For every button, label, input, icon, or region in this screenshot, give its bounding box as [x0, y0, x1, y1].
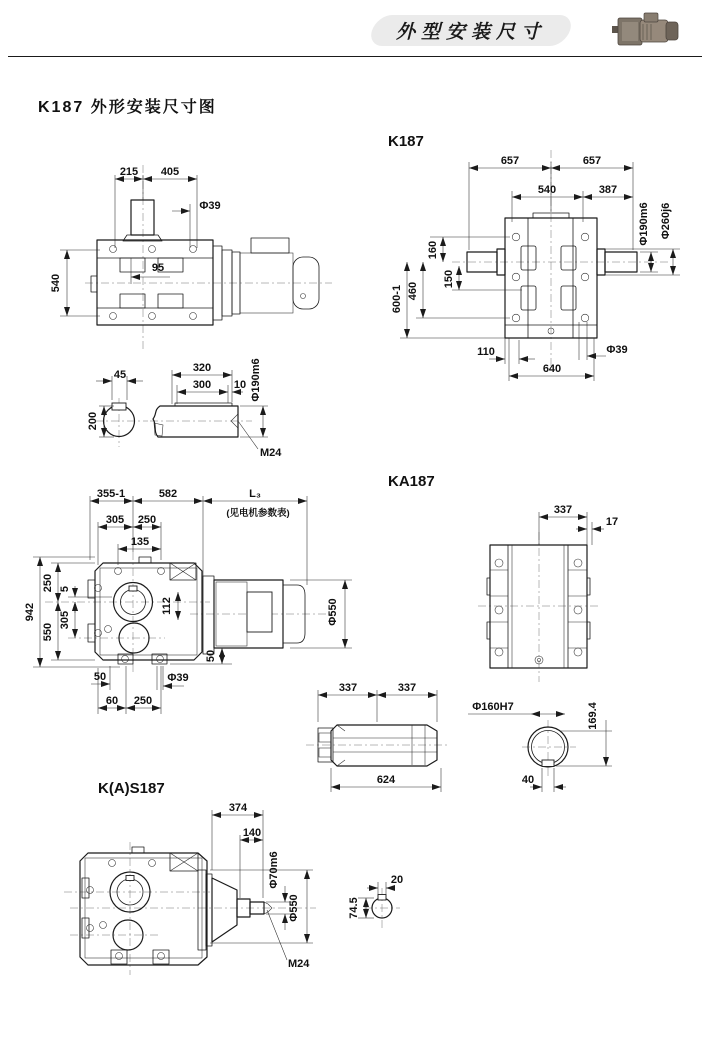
- dim-95: 95: [151, 262, 165, 274]
- dim-337-sleeve-left: 337: [338, 682, 358, 694]
- dim-phi160H7: Φ160H7: [472, 701, 514, 713]
- dim-phi550-kas: Φ550: [288, 894, 300, 922]
- dim-387: 387: [598, 184, 618, 196]
- ka187-side-view-drawing: [24, 473, 435, 714]
- dim-45: 45: [113, 369, 127, 381]
- dim-250-left: 250: [42, 573, 54, 593]
- ka187-centerlines: [45, 552, 332, 672]
- dim-20: 20: [390, 874, 404, 886]
- gearbox-body-top-view: [91, 240, 213, 325]
- dim-460: 460: [407, 281, 419, 301]
- k187-front-centerlines: [452, 150, 668, 372]
- dim-355-1: 355-1: [96, 488, 126, 500]
- section-label-k187: K187: [388, 133, 424, 150]
- dim-200: 200: [87, 411, 99, 431]
- dim-657-right: 657: [582, 155, 602, 167]
- dim-374: 374: [228, 802, 248, 814]
- dim-phi39-top: Φ39: [199, 200, 221, 212]
- k187-top-view-centerlines: [85, 165, 332, 350]
- dim-600-1: 600-1: [391, 284, 403, 314]
- ka187-rear-body: [487, 545, 590, 668]
- dim-50-left: 50: [93, 671, 107, 683]
- ka187-dimensions: [33, 496, 352, 714]
- dim-40: 40: [521, 774, 535, 786]
- dim-phi260j6: Φ260j6: [660, 202, 672, 240]
- dim-582: 582: [158, 488, 178, 500]
- dim-L3: L₃: [249, 488, 261, 500]
- k187-top-view-dimensions: [60, 175, 197, 316]
- sleeve-centerlines: [306, 720, 576, 776]
- dim-337-sleeve-right: 337: [397, 682, 417, 694]
- dim-135: 135: [130, 536, 150, 548]
- sleeve-side-view: [318, 725, 437, 766]
- dim-160: 160: [427, 240, 439, 260]
- dim-305-top: 305: [105, 514, 125, 526]
- section-label-ka187: KA187: [388, 473, 435, 490]
- header-title: 外型安装尺寸: [395, 22, 546, 43]
- dim-169-4: 169.4: [587, 702, 599, 730]
- dim-5: 5: [59, 585, 71, 593]
- dim-17: 17: [605, 516, 619, 528]
- dim-640: 640: [542, 363, 562, 375]
- dim-320: 320: [192, 362, 212, 374]
- dim-112: 112: [161, 597, 173, 615]
- dim-50-right: 50: [205, 649, 217, 663]
- dim-L3-note: (见电机参数表): [226, 508, 290, 519]
- ka187-rear-view-drawing: [478, 504, 618, 682]
- dim-phi39-front: Φ39: [606, 344, 628, 356]
- hollow-shaft-sleeve-drawing: [306, 682, 612, 792]
- dim-10: 10: [233, 379, 247, 391]
- dim-150: 150: [443, 269, 455, 289]
- dim-60: 60: [105, 695, 119, 707]
- dim-540-front: 540: [537, 184, 557, 196]
- dim-337-rear: 337: [553, 504, 573, 516]
- dim-300: 300: [192, 379, 212, 391]
- dim-phi190m6-shaft: Φ190m6: [250, 358, 262, 402]
- dim-phi550-ka: Φ550: [327, 598, 339, 626]
- output-shaft-top: [123, 200, 162, 241]
- dim-m24-kas: M24: [288, 958, 310, 970]
- dim-305-left: 305: [59, 610, 71, 630]
- dim-74-5: 74.5: [348, 897, 360, 919]
- dim-215: 215: [119, 166, 139, 178]
- dim-657-left: 657: [500, 155, 520, 167]
- dim-405: 405: [160, 166, 180, 178]
- dim-250-bottom: 250: [133, 695, 153, 707]
- dim-140: 140: [242, 827, 262, 839]
- ka187-gearbox-body: [88, 557, 202, 664]
- dim-250-top: 250: [137, 514, 157, 526]
- kas187-drawing: [64, 780, 403, 975]
- page-title: K187 外形安装尺寸图: [38, 99, 217, 116]
- kas187-key-section: [358, 882, 392, 918]
- dim-phi70m6: Φ70m6: [268, 851, 280, 889]
- shaft-side-view: [153, 403, 238, 437]
- dim-m24-shaft: M24: [260, 447, 282, 459]
- dim-550-left: 550: [42, 622, 54, 642]
- ka187-motor: [203, 576, 305, 654]
- ka187-rear-dimensions: [539, 512, 604, 545]
- sleeve-dimensions: [318, 690, 612, 792]
- dim-624: 624: [376, 774, 396, 786]
- dim-540-left: 540: [50, 273, 62, 293]
- k187-front-view-drawing: [388, 133, 680, 381]
- dim-phi190m6-front: Φ190m6: [638, 202, 650, 246]
- dim-942: 942: [24, 602, 36, 622]
- kas187-gearbox-body: [80, 847, 207, 965]
- dim-110: 110: [477, 346, 495, 358]
- motor-top-view: [213, 238, 319, 320]
- kas187-input-shaft: [198, 870, 272, 950]
- k187-top-view-drawing: [50, 165, 332, 350]
- section-label-kas187: K(A)S187: [98, 780, 165, 797]
- k187-shaft-detail-drawing: [87, 358, 282, 459]
- dim-phi39-ka: Φ39: [167, 672, 189, 684]
